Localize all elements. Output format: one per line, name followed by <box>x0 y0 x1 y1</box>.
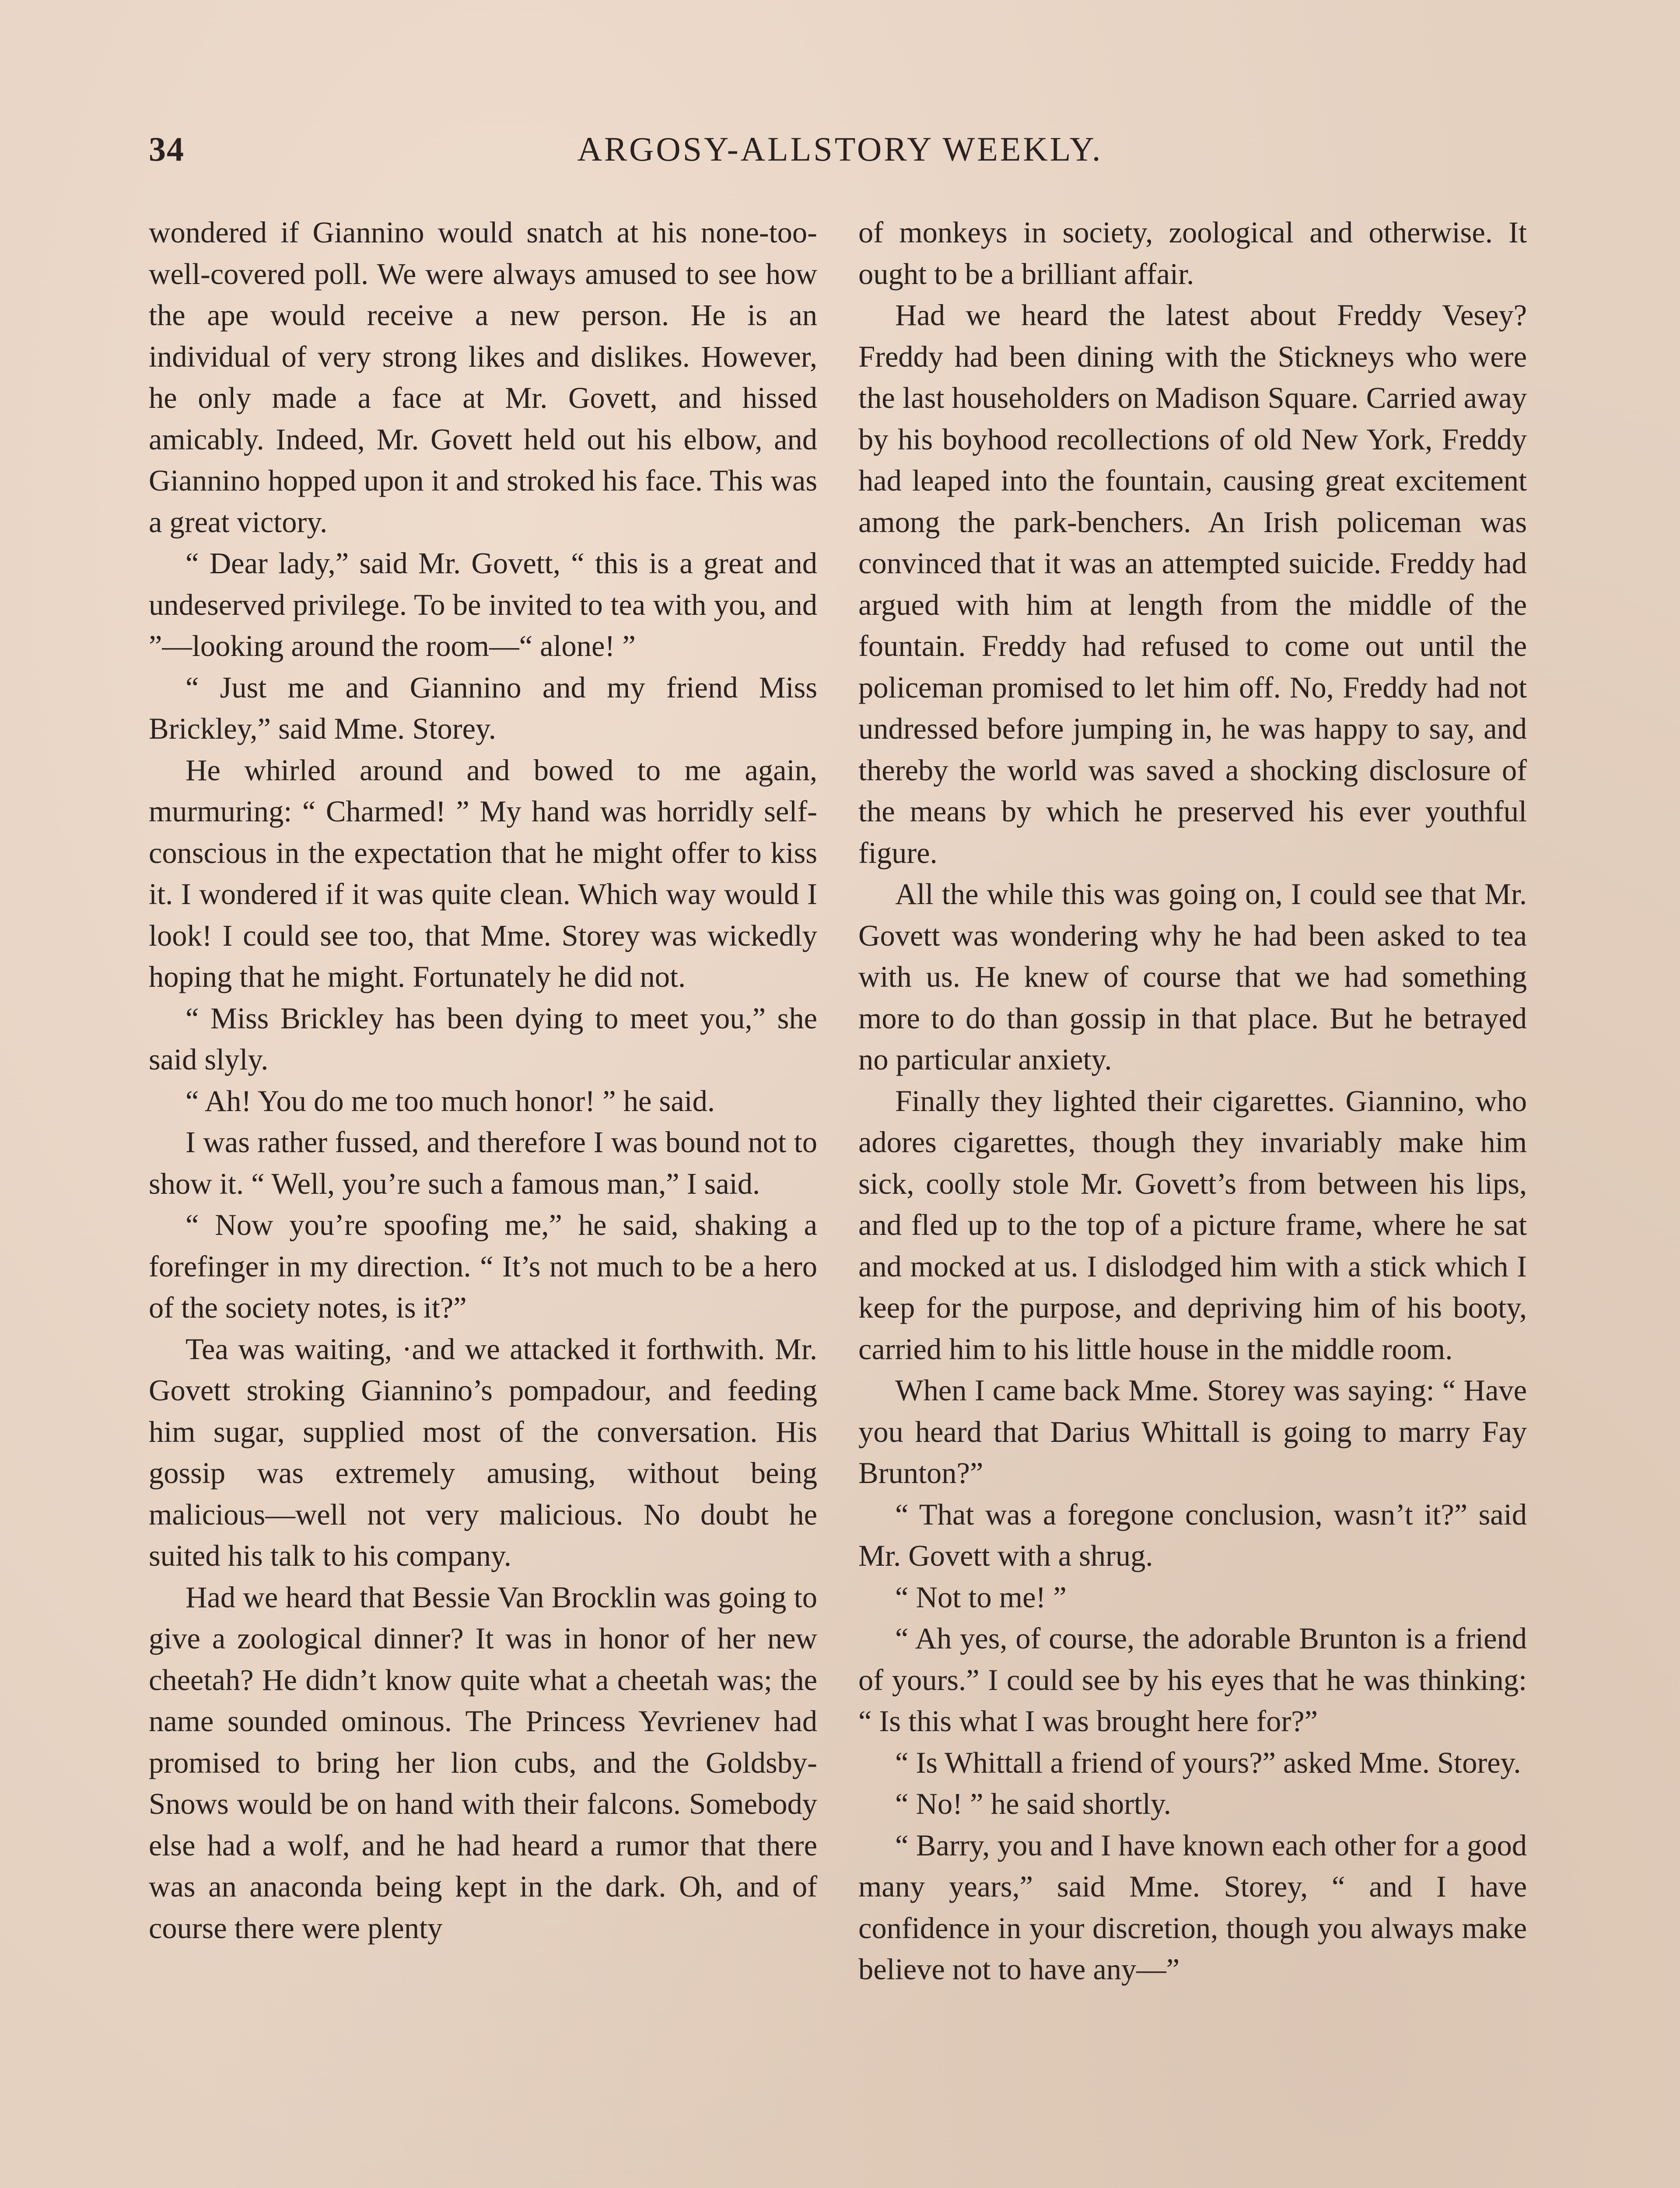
paragraph: “ Barry, you and I have known each other for a good many years,” said Mme. Storey, “ and I have confidence in your discretion, though you always make believe not to have any—” <box>858 1828 1527 1986</box>
paragraph: “ Ah! You do me too much honor! ” he said. <box>186 1084 715 1118</box>
paragraph: He whirled around and bowed to me again, murmuring: “ Charmed! ” My hand was horridly self-conscious in the expectation that he might offer to kiss it. I wondered if it was quite clean. Which way would I look! I could see too, that Mme. Storey was wickedly hoping that he might. Fortunately he did not. <box>149 753 817 993</box>
page-number: 34 <box>149 130 185 168</box>
paragraph: “ Just me and Giannino and my friend Miss Brickley,” said Mme. Storey. <box>149 670 817 745</box>
page-header <box>149 130 1531 173</box>
paragraph: “ Miss Brickley has been dying to meet you,” she said slyly. <box>149 1001 817 1076</box>
paragraph: “ Dear lady,” said Mr. Govett, “ this is a great and undeserved privilege. To be invited to tea with you, and ”—looking around the room—“ alone! ” <box>149 547 817 663</box>
paragraph: When I came back Mme. Storey was saying: “ Have you heard that Darius Whittall is going to marry Fay Brunton?” <box>858 1374 1527 1490</box>
running-head: ARGOSY-ALLSTORY WEEKLY. <box>577 130 1103 168</box>
paragraph: Finally they lighted their cigarettes. Giannino, who adores cigarettes, though they invariably make him sick, coolly stole Mr. Govett’s from between his lips, and fled up to the top of a picture frame, where he sat and mocked at us. I dislodged him with a stick which I keep for the purpose, and depriving him of his booty, carried him to his little house in the middle room. <box>858 1084 1527 1366</box>
paragraph: of monkeys in society, zoological and otherwise. It ought to be a brilliant affair. <box>858 216 1527 291</box>
paragraph: Tea was waiting, ·and we attacked it forthwith. Mr. Govett stroking Giannino’s pompadour, and feeding him sugar, supplied most of the conversation. His gossip was extremely amusing, without being malicious—well not very malicious. No doubt he suited his talk to his company. <box>149 1332 817 1572</box>
paragraph: “ That was a foregone conclusion, wasn’t it?” said Mr. Govett with a shrug. <box>858 1497 1527 1572</box>
paragraph: Had we heard the latest about Freddy Vesey? Freddy had been dining with the Stickneys who were the last householders on Madison Square. Carried away by his boyhood recollections of old New York, Freddy had leaped into the fountain, causing great excitement among the park-benchers. An Irish policeman was convinced that it was an attempted suicide. Freddy had argued with him at length from the middle of the fountain. Freddy had refused to come out until the policeman promised to let him off. No, Freddy had not undressed before jumping in, he was happy to say, and thereby the world was saved a shocking disclosure of the means by which he preserved his ever youthful figure. <box>858 298 1527 870</box>
paragraph: “ No! ” he said shortly. <box>895 1787 1171 1820</box>
paragraph: “ Not to me! ” <box>895 1580 1067 1614</box>
left-column <box>149 212 817 1949</box>
paragraph: All the while this was going on, I could see that Mr. Govett was wondering why he had been asked to tea with us. He knew of course that we had something more to do than gossip in that place. But he betrayed no particular anxiety. <box>858 877 1527 1076</box>
paragraph: “ Now you’re spoofing me,” he said, shaking a forefinger in my direction. “ It’s not much to be a hero of the society notes, is it?” <box>149 1208 817 1324</box>
paragraph: I was rather fussed, and therefore I was bound not to show it. “ Well, you’re such a famous man,” I said. <box>149 1126 817 1200</box>
paragraph: Had we heard that Bessie Van Brocklin was going to give a zoological dinner? It was in honor of her new cheetah? He didn’t know quite what a cheetah was; the name sounded ominous. The Princess Yevrienev had promised to bring her lion cubs, and the Goldsby-Snows would be on hand with their falcons. Somebody else had a wolf, and he had heard a rumor that there was an anaconda being kept in the dark. Oh, and of course there were plenty <box>149 1580 817 1945</box>
right-column <box>858 212 1527 1990</box>
paragraph: wondered if Giannino would snatch at his none-too-well-covered poll. We were always amused to see how the ape would receive a new person. He is an individual of very strong likes and dislikes. However, he only made a face at Mr. Govett, and hissed amicably. Indeed, Mr. Govett held out his elbow, and Giannino hopped upon it and stroked his face. This was a great victory. <box>149 216 817 539</box>
paragraph: “ Is Whittall a friend of yours?” asked Mme. Storey. <box>895 1746 1521 1779</box>
paragraph: “ Ah yes, of course, the adorable Brunton is a friend of yours.” I could see by his eyes that he was thinking: “ Is this what I was brought here for?” <box>858 1622 1527 1738</box>
